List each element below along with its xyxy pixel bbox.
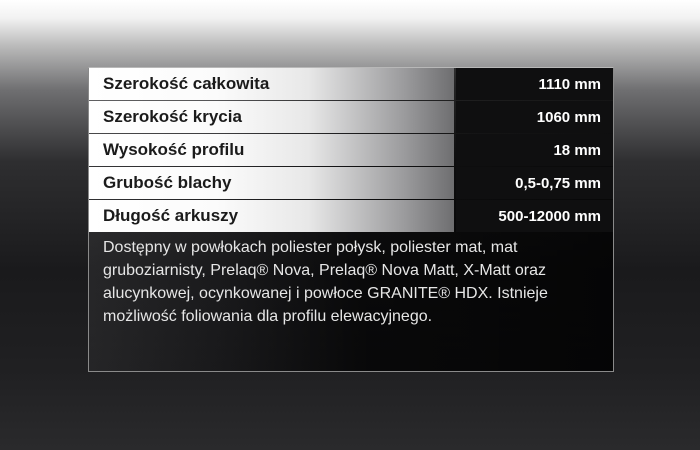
spec-value: 1110 mm [456, 68, 613, 100]
spec-card [88, 67, 614, 372]
spec-value: 500-12000 mm [456, 200, 613, 232]
description-text: Dostępny w powłokach poliester połysk, poliester mat, mat gruboziarnisty, Prelaq® Nova, Prelaq® Nova Matt, X-Matt oraz alucynkowej, ocynkowanej i powłoce GRANITE® HDX. Istnieje możliwość foliowania dla profilu elewacyjnego. [103, 239, 548, 325]
spec-label: Grubość blachy [89, 167, 454, 199]
spec-value: 0,5-0,75 mm [456, 167, 613, 199]
spec-row-sheet-length [89, 200, 613, 232]
spec-value: 1060 mm [456, 101, 613, 133]
spec-label: Wysokość profilu [89, 134, 454, 166]
spec-value: 18 mm [456, 134, 613, 166]
spec-label: Szerokość całkowita [89, 68, 454, 100]
spec-row-cover-width [89, 101, 613, 133]
spec-row-total-width [89, 68, 613, 100]
spec-label: Szerokość krycia [89, 101, 454, 133]
spec-label: Długość arkuszy [89, 200, 454, 232]
spec-row-sheet-thickness [89, 167, 613, 199]
spec-row-profile-height [89, 134, 613, 166]
